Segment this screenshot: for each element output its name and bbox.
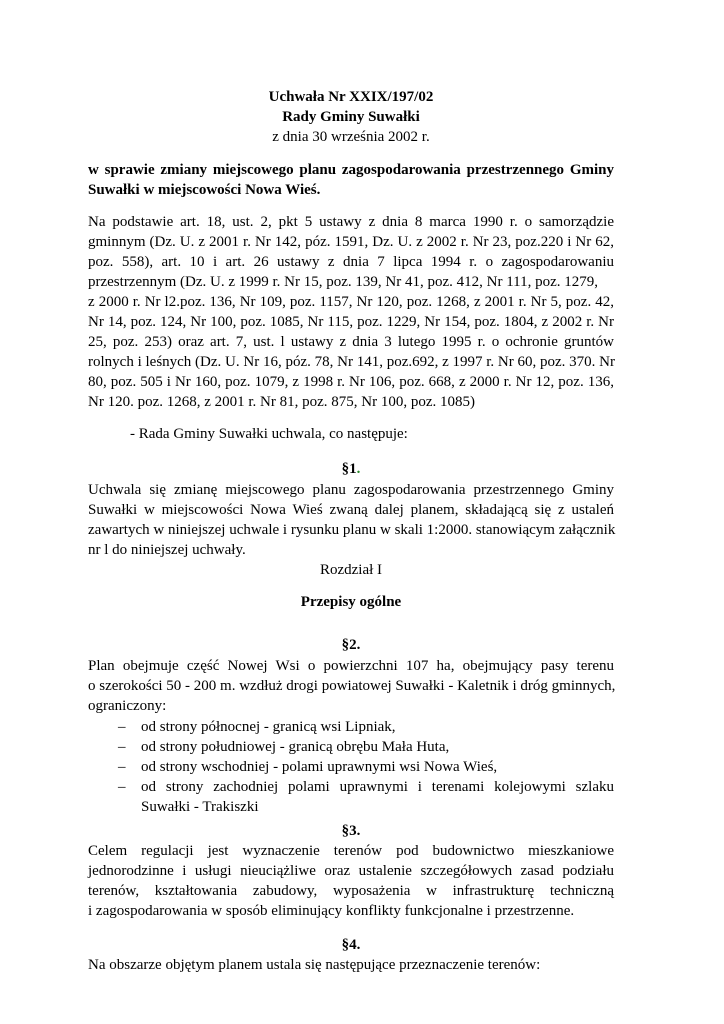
section-3-heading: §3.	[341, 823, 361, 839]
resolution-date: z dnia 30 września 2002 r.	[272, 129, 430, 145]
preamble-line: poz. 558), art. 10 i art. 26 ustawy z dnia 7 lipca 1994 r. o zagospodarowaniu	[88, 254, 614, 270]
bullet-item: od strony wschodniej - polami uprawnymi wsi Nowa Wieś,	[141, 759, 498, 775]
section-3-line: Celem regulacji jest wyznaczenie terenów pod budownictwo mieszkaniowe	[88, 843, 614, 859]
preamble-line: Nr 120. poz. 1268, z 2001 r. Nr 81, poz. 875, Nr 100, poz. 1085)	[88, 394, 476, 410]
section-1-line: Uchwala się zmianę miejscowego planu zagospodarowania przestrzennego Gminy	[88, 482, 614, 498]
section-4-line: Na obszarze objętym planem ustala się następujące przeznaczenie terenów:	[88, 957, 541, 973]
section-4-heading: §4.	[341, 937, 361, 953]
section-1-dot: .	[356, 461, 361, 477]
bullet-item-continuation: Suwałki - Trakiszki	[141, 799, 259, 815]
bullet-item: od strony południowej - granicą obrębu Mała Huta,	[141, 739, 450, 755]
section-2-line: o szerokości 50 - 200 m. wzdłuż drogi powiatowej Suwałki - Kaletnik i dróg gminnych,	[88, 678, 616, 694]
subject-line: Suwałki w miejscowości Nowa Wieś.	[88, 182, 321, 198]
section-3-line: i zagospodarowania w sposób eliminujący konflikty funkcjonalne i przestrzenne.	[88, 903, 575, 919]
section-1-number: §1	[341, 461, 357, 477]
preamble-line: rolnych i leśnych (Dz. U. Nr 16, póz. 78, Nr 141, poz.692, z 1997 r. Nr 60, poz. 370. Nr	[88, 354, 615, 370]
preamble-line: 25, poz. 253) oraz art. 7, ust. l ustawy z dnia 3 lutego 1995 r. o ochronie gruntów	[88, 334, 614, 350]
preamble-line: Na podstawie art. 18, ust. 2, pkt 5 ustawy z dnia 8 marca 1990 r. o samorządzie	[88, 214, 614, 230]
section-2-line: ograniczony:	[88, 698, 167, 714]
preamble-line: przestrzennym (Dz. U. z 1999 r. Nr 15, poz. 139, Nr 41, poz. 412, Nr 111, poz. 1279,	[88, 274, 599, 290]
bullet-dash: –	[118, 719, 126, 735]
bullet-dash: –	[118, 739, 126, 755]
preamble-line: gminnym (Dz. U. z 2001 r. Nr 142, póz. 1591, Dz. U. z 2002 r. Nr 23, poz.220 i Nr 62,	[88, 234, 614, 250]
section-2-heading: §2.	[341, 637, 361, 653]
preamble-line: z 2000 r. Nr l2.poz. 136, Nr 109, poz. 1157, Nr 120, poz. 1268, z 2001 r. Nr 5, poz. 42,	[88, 294, 614, 310]
section-2-line: Plan obejmuje część Nowej Wsi o powierzchni 107 ha, obejmujący pasy terenu	[88, 658, 614, 674]
resolution-title: Uchwała Nr XXIX/197/02	[268, 89, 434, 105]
section-1-line: Suwałki w miejscowości Nowa Wieś zwaną dalej planem, składającą się z ustaleń	[88, 502, 614, 518]
council-name: Rady Gminy Suwałki	[282, 109, 420, 125]
preamble-line: Nr 14, poz. 124, Nr 100, poz. 1085, Nr 115, poz. 1229, Nr 154, poz. 1804, z 2002 r. Nr	[88, 314, 614, 330]
section-1-line: nr l do niniejszej uchwały.	[88, 542, 246, 558]
section-3-line: terenów, kształtowania zabudowy, wyposażenia w infrastrukturę techniczną	[88, 883, 614, 899]
section-1-heading	[88, 459, 614, 479]
resolves-clause: - Rada Gminy Suwałki uchwala, co następuje:	[130, 426, 408, 442]
section-3-line: jednorodzinne i usługi nieuciążliwe oraz ustalenie szczegółowych zasad podziału	[88, 863, 614, 879]
section-1-line: zawartych w niniejszej uchwale i rysunku planu w skali 1:2000. stanowiącym załącznik	[88, 522, 616, 538]
bullet-item: od strony północnej - granicą wsi Lipniak,	[141, 719, 396, 735]
subject-line: w sprawie zmiany miejscowego planu zagospodarowania przestrzennego Gminy	[88, 162, 614, 178]
bullet-dash: –	[118, 759, 126, 775]
chapter-label: Rozdział I	[319, 562, 383, 578]
bullet-item: od strony zachodniej polami uprawnymi i terenami kolejowymi szlaku	[141, 779, 614, 795]
bullet-dash: –	[118, 779, 126, 795]
chapter-title: Przepisy ogólne	[300, 594, 402, 610]
preamble-line: 80, poz. 505 i Nr 160, poz. 1079, z 1998 r. Nr 106, poz. 668, z 2000 r. Nr 12, poz. 136,	[88, 374, 614, 390]
